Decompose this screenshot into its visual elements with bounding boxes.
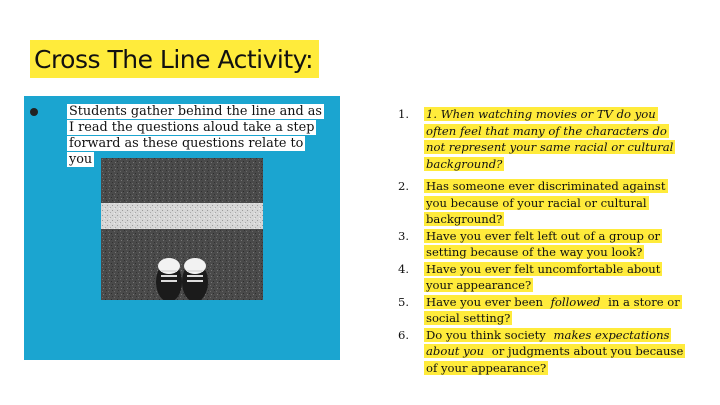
question-text [424, 228, 688, 261]
question-number: 4. [398, 261, 410, 276]
question-number: 6. [398, 327, 410, 342]
question-text [424, 178, 688, 228]
intro-text-span: Students gather behind the line and as I read the questions aloud take a step forward as these questions relate to you [69, 104, 322, 167]
question-list [398, 106, 688, 376]
question-text-segment-italic: followed [550, 294, 601, 309]
bullet-dot-icon [30, 108, 38, 116]
left-shoe [156, 258, 182, 300]
question-number: 3. [398, 228, 410, 243]
question-text-segment: Do you think society [426, 327, 550, 342]
question-item [398, 178, 688, 228]
question-number: 1. [398, 107, 410, 121]
question-text-segment-italic: makes expectations about you [426, 327, 670, 358]
question-item [398, 327, 688, 377]
right-shoe [182, 258, 208, 300]
question-text-segment: in a store or social setting? [426, 294, 680, 325]
question-item [398, 228, 688, 261]
question-item [398, 294, 688, 327]
question-number: 5. [398, 294, 410, 309]
photo-svg [101, 158, 263, 300]
question-text [424, 261, 688, 294]
question-text-segment: Have you ever felt uncomfortable about your appearance? [426, 261, 661, 292]
question-text [424, 106, 688, 172]
question-text-segment: Has someone ever discriminated against you because of your racial or cultural background? [426, 179, 666, 226]
question-text-segment: Have you ever felt left out of a group or setting because of the way you look? [426, 228, 661, 259]
question-text-segment: or judgments about you because of your appearance? [426, 344, 684, 375]
question-text [424, 294, 688, 327]
question-text-segment: 1. When watching movies or TV do you often feel that many of the characters do not represent your same racial or cultural background? [426, 107, 674, 171]
slide-title [30, 40, 319, 78]
question-item [398, 261, 688, 294]
slide-title-text: Cross The Line Activity: [34, 44, 314, 74]
sneakers-at-line-photo [101, 158, 263, 300]
question-number: 2. [398, 179, 410, 193]
question-text-segment: Have you ever been [426, 294, 547, 309]
question-item [398, 106, 688, 172]
question-text [424, 327, 688, 377]
